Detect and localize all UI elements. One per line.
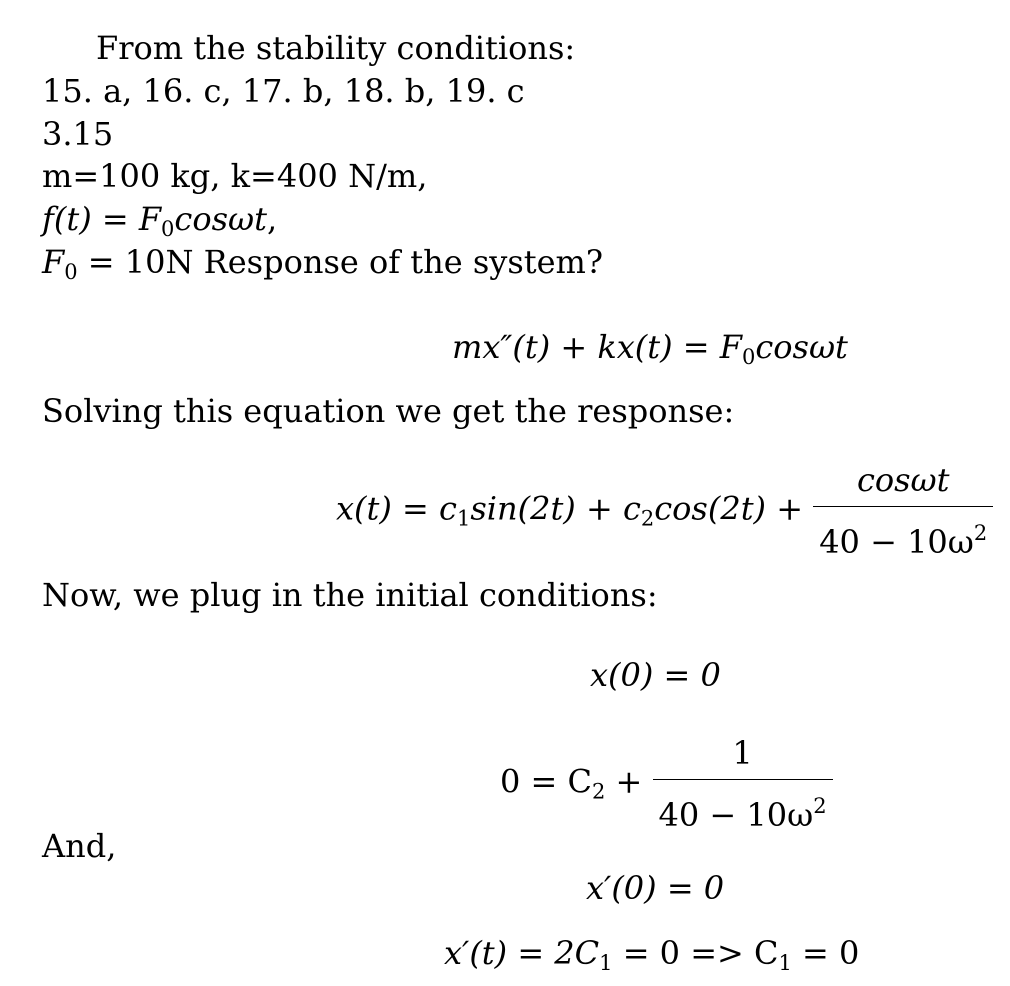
solving-text: Solving this equation we get the response: xyxy=(42,392,735,430)
response-sin-term: sin(2t) + c xyxy=(470,489,641,528)
ft-equals: = xyxy=(91,200,139,238)
forcing-function-line xyxy=(42,201,277,247)
response-fraction xyxy=(813,460,993,562)
f0-value-line xyxy=(42,244,603,290)
response-denominator-text: 40 − 10ω xyxy=(819,523,974,561)
solving-sentence xyxy=(42,393,734,429)
f0-symbol: F xyxy=(42,243,65,281)
c2-fraction xyxy=(653,733,833,835)
eom-lhs: mx″(t) + kx(t) = xyxy=(452,328,720,366)
c2-subscript: 2 xyxy=(640,506,655,531)
problem-number xyxy=(42,116,113,152)
answers-text: 15. a, 16. c, 17. b, 18. b, 19. c xyxy=(42,72,525,110)
initial-velocity-text: x′(0) = 0 xyxy=(586,869,725,907)
omega-exponent: 2 xyxy=(813,794,827,818)
c2-eq-lhs: 0 = C xyxy=(500,762,592,801)
c2-equation xyxy=(500,733,833,835)
c1-eq-lhs: x′(t) = 2C xyxy=(444,934,600,972)
f0-value: = 10N xyxy=(77,243,194,281)
response-question: Response of the system? xyxy=(193,243,604,281)
initial-conditions-text: Now, we plug in the initial conditions: xyxy=(42,576,658,614)
cos-omega-t: cosωt xyxy=(174,200,267,238)
c1-subscript: 1 xyxy=(599,951,613,975)
c2-denominator-text: 40 − 10ω xyxy=(658,796,814,834)
eom-rhs-cos: cosωt xyxy=(755,328,848,366)
answers-line xyxy=(42,73,525,109)
f0-subscript: 0 xyxy=(741,345,756,369)
response-numerator: cosωt xyxy=(856,461,950,499)
f0-symbol: F xyxy=(719,328,742,366)
problem-number-text: 3.15 xyxy=(42,115,114,153)
f0-subscript: 0 xyxy=(161,217,175,241)
equation-of-motion xyxy=(452,327,848,377)
initial-position-equation xyxy=(590,655,721,695)
response-equation xyxy=(336,460,993,562)
stability-text: From the stability conditions: xyxy=(96,29,576,67)
c1-eq-mid: = 0 => C xyxy=(612,934,779,972)
parameters-line xyxy=(42,158,427,194)
c1-equation xyxy=(444,933,859,983)
c2-numerator: 1 xyxy=(732,734,753,772)
and-text: And, xyxy=(42,827,117,865)
f0-symbol: F xyxy=(138,200,162,238)
initial-velocity-equation xyxy=(586,868,724,908)
initial-conditions-sentence xyxy=(42,577,658,613)
c1-eq-rhs: = 0 xyxy=(791,934,860,972)
f0-subscript: 0 xyxy=(64,260,78,284)
parameters-text: m=100 kg, k=400 N/m, xyxy=(42,157,428,195)
c2-eq-plus: + xyxy=(605,762,653,801)
omega-exponent: 2 xyxy=(973,521,988,545)
response-lhs: x(t) = c xyxy=(336,489,457,528)
ft-label: f(t) xyxy=(42,200,92,238)
c1-subscript-2: 1 xyxy=(778,951,792,975)
c2-denominator xyxy=(653,779,833,835)
c1-subscript: 1 xyxy=(456,506,471,531)
c2-subscript: 2 xyxy=(592,779,606,804)
stability-heading xyxy=(96,30,575,66)
and-sentence xyxy=(42,828,116,864)
response-cos-term: cos(2t) + xyxy=(654,489,814,528)
response-denominator xyxy=(813,506,993,562)
initial-position-text: x(0) = 0 xyxy=(590,656,721,694)
comma: , xyxy=(266,200,278,238)
